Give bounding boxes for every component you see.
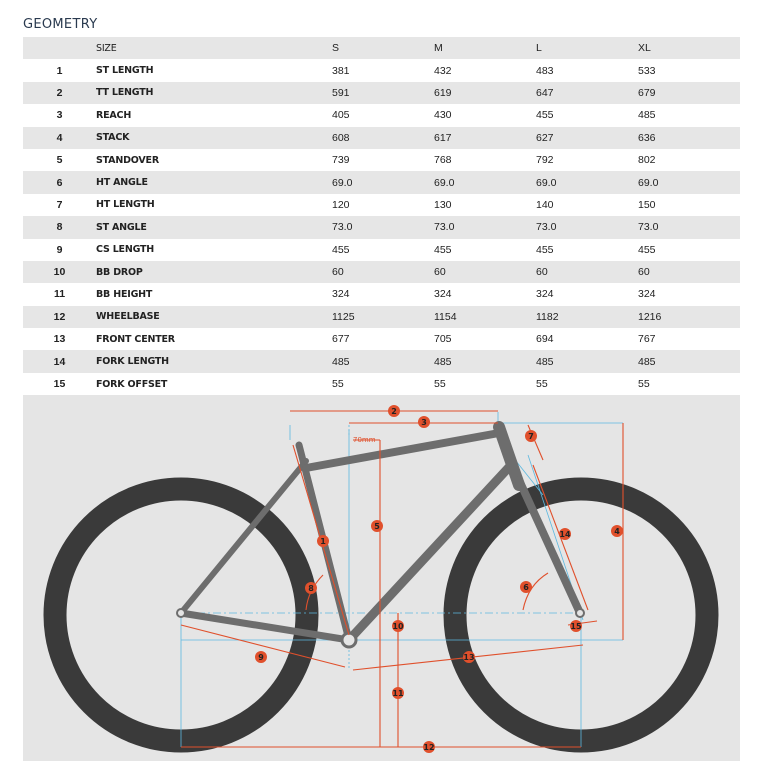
row-value-cell: 430 xyxy=(434,104,536,126)
row-value-cell: 485 xyxy=(434,350,536,372)
row-label-cell: BB DROP xyxy=(96,261,332,283)
row-value-cell: 533 xyxy=(638,59,740,81)
row-label-cell: FORK LENGTH xyxy=(96,350,332,372)
table-header-row xyxy=(23,37,740,59)
table-row xyxy=(23,261,740,283)
row-label-cell: ST ANGLE xyxy=(96,216,332,238)
row-number-cell: 10 xyxy=(23,261,96,283)
row-value-cell: 485 xyxy=(638,104,740,126)
table-row xyxy=(23,149,740,171)
marker-label: 4 xyxy=(614,527,620,536)
header-size-cell: SIZE xyxy=(96,37,332,59)
row-value-cell: 1154 xyxy=(434,306,536,328)
header-s-cell: S xyxy=(332,37,434,59)
row-value-cell: 792 xyxy=(536,149,638,171)
rear-axle xyxy=(177,609,185,617)
annotation-70mm: 70mm xyxy=(353,436,376,444)
row-number-cell: 14 xyxy=(23,350,96,372)
row-number-cell: 15 xyxy=(23,373,96,395)
row-value-cell: 627 xyxy=(536,127,638,149)
row-value-cell: 768 xyxy=(434,149,536,171)
marker-label: 7 xyxy=(528,432,534,441)
row-label-cell: STACK xyxy=(96,127,332,149)
marker-label: 9 xyxy=(258,653,264,662)
header-m-cell: M xyxy=(434,37,536,59)
row-value-cell: 619 xyxy=(434,82,536,104)
row-number-cell: 2 xyxy=(23,82,96,104)
row-value-cell: 1125 xyxy=(332,306,434,328)
table-row xyxy=(23,350,740,372)
table-row xyxy=(23,59,740,81)
row-value-cell: 608 xyxy=(332,127,434,149)
row-label-cell: STANDOVER xyxy=(96,149,332,171)
geometry-table xyxy=(23,37,740,395)
row-number-cell: 13 xyxy=(23,328,96,350)
row-value-cell: 405 xyxy=(332,104,434,126)
marker-13 xyxy=(463,651,475,663)
row-value-cell: 455 xyxy=(332,239,434,261)
row-value-cell: 60 xyxy=(638,261,740,283)
row-value-cell: 140 xyxy=(536,194,638,216)
marker-9 xyxy=(255,651,267,663)
row-label-cell: FORK OFFSET xyxy=(96,373,332,395)
row-value-cell: 455 xyxy=(536,104,638,126)
row-number-cell: 9 xyxy=(23,239,96,261)
row-value-cell: 705 xyxy=(434,328,536,350)
marker-6 xyxy=(520,581,532,593)
row-value-cell: 485 xyxy=(536,350,638,372)
row-value-cell: 120 xyxy=(332,194,434,216)
row-value-cell: 55 xyxy=(638,373,740,395)
row-value-cell: 483 xyxy=(536,59,638,81)
row-number-cell: 12 xyxy=(23,306,96,328)
row-number-cell: 11 xyxy=(23,283,96,305)
row-value-cell: 60 xyxy=(536,261,638,283)
marker-10 xyxy=(392,620,404,632)
table-row xyxy=(23,194,740,216)
row-label-cell: CS LENGTH xyxy=(96,239,332,261)
row-value-cell: 55 xyxy=(434,373,536,395)
row-value-cell: 60 xyxy=(434,261,536,283)
row-label-cell: FRONT CENTER xyxy=(96,328,332,350)
marker-label: 2 xyxy=(391,407,397,416)
row-value-cell: 130 xyxy=(434,194,536,216)
marker-label: 10 xyxy=(392,622,404,631)
table-row xyxy=(23,239,740,261)
row-value-cell: 617 xyxy=(434,127,536,149)
row-value-cell: 55 xyxy=(332,373,434,395)
marker-label: 6 xyxy=(523,583,529,592)
table-row xyxy=(23,328,740,350)
row-label-cell: TT LENGTH xyxy=(96,82,332,104)
row-value-cell: 455 xyxy=(434,239,536,261)
marker-8 xyxy=(305,582,317,594)
row-label-cell: HT ANGLE xyxy=(96,171,332,193)
marker-4 xyxy=(611,525,623,537)
marker-11 xyxy=(392,687,404,699)
row-value-cell: 1216 xyxy=(638,306,740,328)
header-xl-cell: XL xyxy=(638,37,740,59)
table-row xyxy=(23,82,740,104)
row-value-cell: 69.0 xyxy=(638,171,740,193)
row-value-cell: 455 xyxy=(536,239,638,261)
row-value-cell: 455 xyxy=(638,239,740,261)
row-value-cell: 485 xyxy=(332,350,434,372)
down-tube xyxy=(349,465,511,640)
row-value-cell: 636 xyxy=(638,127,740,149)
row-value-cell: 69.0 xyxy=(536,171,638,193)
table-row xyxy=(23,127,740,149)
geometry-diagram xyxy=(23,395,740,761)
header-num-cell xyxy=(23,37,96,59)
row-label-cell: ST LENGTH xyxy=(96,59,332,81)
marker-label: 13 xyxy=(463,653,475,662)
row-value-cell: 324 xyxy=(536,283,638,305)
table-row xyxy=(23,373,740,395)
marker-14 xyxy=(559,528,571,540)
chainstay xyxy=(181,613,349,640)
header-l-cell: L xyxy=(536,37,638,59)
front-axle xyxy=(576,609,584,617)
row-value-cell: 73.0 xyxy=(536,216,638,238)
row-value-cell: 324 xyxy=(638,283,740,305)
bottom-bracket xyxy=(342,633,356,647)
row-number-cell: 7 xyxy=(23,194,96,216)
row-label-cell: BB HEIGHT xyxy=(96,283,332,305)
row-value-cell: 677 xyxy=(332,328,434,350)
page-title: GEOMETRY xyxy=(23,17,98,32)
table-row xyxy=(23,171,740,193)
marker-label: 11 xyxy=(392,689,404,698)
marker-15 xyxy=(570,620,582,632)
row-value-cell: 69.0 xyxy=(434,171,536,193)
marker-label: 3 xyxy=(421,418,427,427)
bike-geometry-svg xyxy=(23,395,740,761)
marker-label: 1 xyxy=(320,537,326,546)
marker-1 xyxy=(317,535,329,547)
row-value-cell: 324 xyxy=(332,283,434,305)
row-value-cell: 69.0 xyxy=(332,171,434,193)
row-value-cell: 55 xyxy=(536,373,638,395)
marker-2 xyxy=(388,405,400,417)
marker-3 xyxy=(418,416,430,428)
row-value-cell: 381 xyxy=(332,59,434,81)
marker-label: 15 xyxy=(570,622,582,631)
marker-5 xyxy=(371,520,383,532)
row-value-cell: 802 xyxy=(638,149,740,171)
row-value-cell: 324 xyxy=(434,283,536,305)
row-value-cell: 1182 xyxy=(536,306,638,328)
marker-label: 5 xyxy=(374,522,380,531)
row-value-cell: 150 xyxy=(638,194,740,216)
marker-label: 12 xyxy=(423,743,435,752)
row-value-cell: 679 xyxy=(638,82,740,104)
row-value-cell: 60 xyxy=(332,261,434,283)
row-label-cell: REACH xyxy=(96,104,332,126)
row-value-cell: 73.0 xyxy=(434,216,536,238)
row-number-cell: 4 xyxy=(23,127,96,149)
row-number-cell: 6 xyxy=(23,171,96,193)
table-row xyxy=(23,283,740,305)
top-tube xyxy=(306,433,499,468)
row-value-cell: 767 xyxy=(638,328,740,350)
table-row xyxy=(23,216,740,238)
row-value-cell: 739 xyxy=(332,149,434,171)
row-number-cell: 5 xyxy=(23,149,96,171)
row-label-cell: HT LENGTH xyxy=(96,194,332,216)
row-value-cell: 432 xyxy=(434,59,536,81)
row-value-cell: 73.0 xyxy=(638,216,740,238)
marker-7 xyxy=(525,430,537,442)
row-value-cell: 485 xyxy=(638,350,740,372)
marker-label: 8 xyxy=(308,584,314,593)
marker-label: 14 xyxy=(559,530,571,539)
row-number-cell: 3 xyxy=(23,104,96,126)
row-value-cell: 694 xyxy=(536,328,638,350)
table-row xyxy=(23,306,740,328)
marker-12 xyxy=(423,741,435,753)
row-label-cell: WHEELBASE xyxy=(96,306,332,328)
row-number-cell: 8 xyxy=(23,216,96,238)
row-value-cell: 591 xyxy=(332,82,434,104)
row-value-cell: 647 xyxy=(536,82,638,104)
row-value-cell: 73.0 xyxy=(332,216,434,238)
row-number-cell: 1 xyxy=(23,59,96,81)
table-row xyxy=(23,104,740,126)
